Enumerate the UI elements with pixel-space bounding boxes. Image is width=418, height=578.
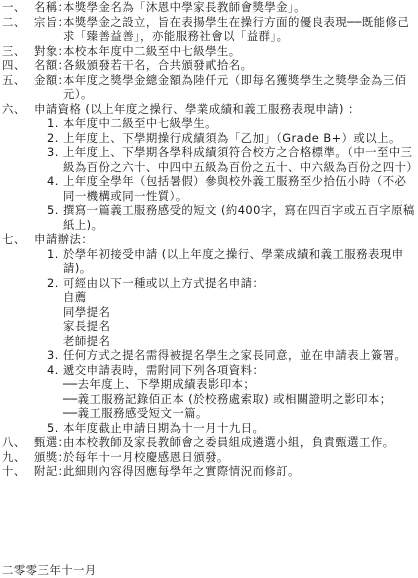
document-date: 二零零三年十一月 xyxy=(2,563,97,577)
item-text: 遞交申請表時，需附同下列各項資料： xyxy=(63,362,265,377)
section-label: 對象： xyxy=(34,43,70,58)
section-label: 附記： xyxy=(34,464,70,478)
item-number: 3. xyxy=(47,348,59,362)
section-note xyxy=(2,464,416,479)
rules-document xyxy=(2,0,416,479)
required-document: ──義工服務感受短文一篇。 xyxy=(63,406,208,420)
item-number: 5. xyxy=(47,203,59,217)
section-text: 此細則內容得因應每學年之實際情況而修訂。 xyxy=(63,464,300,478)
section-text: 由本校教師及家長教師會之委員組成遴選小組，負責甄選工作。 xyxy=(63,435,395,449)
section-number: 十、 xyxy=(2,464,26,478)
section-purpose xyxy=(2,15,416,44)
item-text: 上年度全學年（包括暑假）參與校外義工服務至少拾伍小時（不必同一機構或同一性質）。 xyxy=(63,174,407,203)
required-document: ──義工服務記錄佰正本 (於校務處索取) 或相關證明之影印本； xyxy=(63,391,392,406)
nomination-option: 同學提名 xyxy=(63,304,111,319)
nomination-option: 家長提名 xyxy=(63,319,111,333)
item-text: 本年度截止申請日期為十一月十九日。 xyxy=(63,420,265,435)
list-item xyxy=(47,145,416,174)
section-label: 頒獎： xyxy=(34,449,70,464)
section-number: 二、 xyxy=(2,14,26,29)
section-number: 一、 xyxy=(2,0,26,14)
section-quota xyxy=(2,58,416,73)
item-number: 1. xyxy=(47,246,59,261)
nomination-option: 老師提名 xyxy=(63,333,111,348)
section-selection xyxy=(2,435,416,450)
section-number: 六、 xyxy=(2,101,26,116)
list-item xyxy=(47,203,416,232)
item-number: 5. xyxy=(47,420,59,435)
section-label: 名稱： xyxy=(34,0,70,14)
section-label: 宗旨： xyxy=(34,14,70,29)
section-text: 於每年十一月校慶感恩日頒發。 xyxy=(63,449,229,464)
item-number: 4. xyxy=(47,362,59,377)
section-text: 本校本年度中二級至中七級學生。 xyxy=(63,43,241,58)
required-document: ──去年度上、下學期成績表影印本； xyxy=(63,377,256,391)
section-number: 八、 xyxy=(2,435,26,449)
list-item xyxy=(47,276,416,291)
section-number: 七、 xyxy=(2,232,26,246)
item-number: 2. xyxy=(47,130,59,145)
list-item xyxy=(47,116,416,131)
section-label: 名額： xyxy=(34,58,70,72)
section-text: 本獎學金名為「沐恩中學家長教師會獎學金」。 xyxy=(63,0,306,14)
section-number: 四、 xyxy=(2,58,26,72)
list-item xyxy=(47,421,416,436)
section-number: 九、 xyxy=(2,449,26,464)
item-text: 撰寫一篇義工服務感受的短文 (約400字，寫在四百字或五百字原稿紙上)。 xyxy=(63,203,415,232)
section-label: 甄選： xyxy=(34,435,70,449)
list-item xyxy=(47,174,416,203)
item-text: 本年度中二級至中七級學生。 xyxy=(63,116,217,130)
list-item xyxy=(47,131,416,146)
section-label: 金額： xyxy=(34,72,70,87)
section-text: 本獎學金之設立，旨在表揚學生在操行方面的優良表現──既能修己求「臻善益善」，亦能服務社會以「益群」。 xyxy=(63,14,410,43)
list-item xyxy=(47,363,416,378)
section-number: 五、 xyxy=(2,72,26,87)
section-text: 各級頒發若干名，合共頒發貳拾名。 xyxy=(63,58,253,72)
section-amount xyxy=(2,73,416,102)
item-number: 2. xyxy=(47,275,59,290)
section-intro: 申請辦法： xyxy=(34,232,94,246)
section-application xyxy=(2,232,416,435)
section-text: 本年度之獎學金總金額為陸仟元（即每名獲獎學生之獎學金為三佰元）。 xyxy=(63,72,407,101)
section-target xyxy=(2,44,416,59)
section-number: 三、 xyxy=(2,43,26,58)
list-item xyxy=(47,348,416,363)
section-name xyxy=(2,0,416,15)
item-text: 任何方式之提名需得被提名學生之家長同意，並在申請表上簽署。 xyxy=(63,348,407,362)
item-text: 於學年初接受申請 (以上年度之操行、學業成績和義工服務表現申請)。 xyxy=(63,246,404,275)
item-text: 可經由以下一種或以上方式提名申請： xyxy=(63,275,265,290)
section-intro: 申請資格 (以上年度之操行、學業成績和義工服務表現申請) ： xyxy=(34,101,360,116)
item-number: 4. xyxy=(47,174,59,188)
nomination-option: 自薦 xyxy=(63,290,87,304)
item-number: 3. xyxy=(47,145,59,159)
item-text: 上年度上、下學期各學科成績須符合校方之合格標準。（中一至中三級為百份之六十、中四中五級為百份之五十、中六級為百份之四十） xyxy=(63,145,418,174)
section-eligibility xyxy=(2,102,416,233)
item-number: 1. xyxy=(47,116,59,130)
item-text: 上年度上、下學期操行成績須為「乙加」（Grade B+）或以上。 xyxy=(63,130,401,145)
list-item xyxy=(47,247,416,276)
section-award xyxy=(2,450,416,465)
